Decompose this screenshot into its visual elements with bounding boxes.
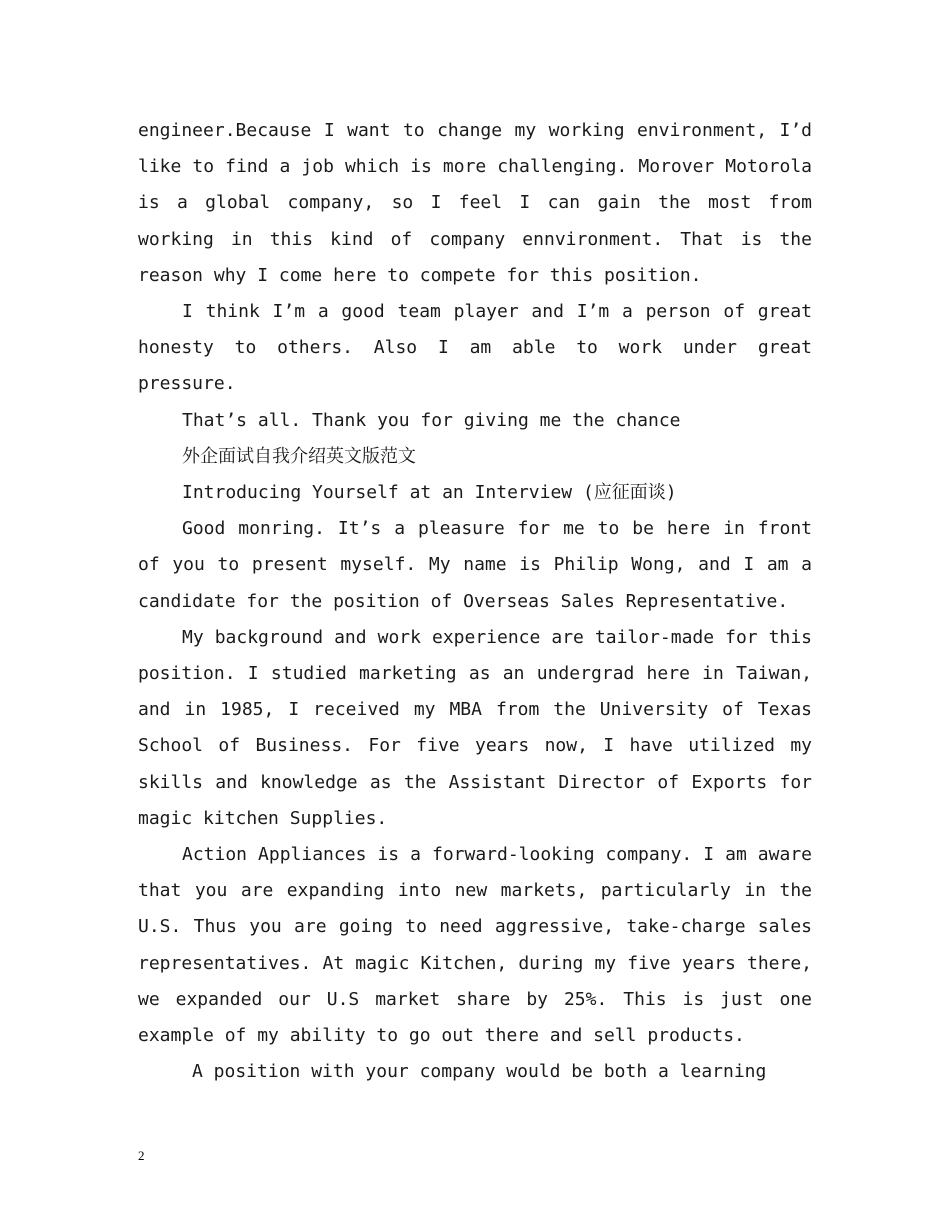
section-heading-chinese: 外企面试自我介绍英文版范文 bbox=[182, 445, 416, 467]
paragraph-thanks: That’s all. Thank you for giving me the chance bbox=[182, 409, 681, 431]
paragraph-company: Action Appliances is a forward-looking company. I am aware that you are expanding into new markets, particularly in the U.S. Thus you are going to need aggressive, take-charge sales representatives. At magic Kitchen, during my five years there, we expanded our U.S market share by 25%. This is just one example of my ability to go out there and sell products. bbox=[138, 844, 812, 1047]
section-subtitle: Introducing Yourself at an Interview (应征面谈) bbox=[182, 482, 677, 504]
paragraph-team-player: I think I’m a good team player and I’m a person of great honesty to others. Also I am able to work under great pressure. bbox=[138, 301, 812, 395]
paragraph-background: My background and work experience are tailor-made for this position. I studied marketing as an undergrad here in Taiwan, and in 1985, I received my MBA from the University of Texas School of Business. For five years now, I have utilized my skills and knowledge as the Assistant Director of Exports for magic kitchen Supplies. bbox=[138, 626, 812, 829]
paragraph-position: A position with your company would be both a learning bbox=[192, 1061, 767, 1083]
paragraph-greeting: Good monring. It’s a pleasure for me to be here in front of you to present myself. My name is Philip Wong, and I am a candidate for the position of Overseas Sales Representative. bbox=[138, 518, 812, 612]
page-number: 2 bbox=[138, 1148, 145, 1163]
document-body bbox=[138, 113, 812, 1090]
paragraph-continuation: engineer.Because I want to change my working environment, I’d like to find a job which is more challenging. Morover Motorola is a global company, so I feel I can gain the most from working in this kind of company ennvironment. That is the reason why I come here to compete for this position. bbox=[138, 120, 812, 286]
